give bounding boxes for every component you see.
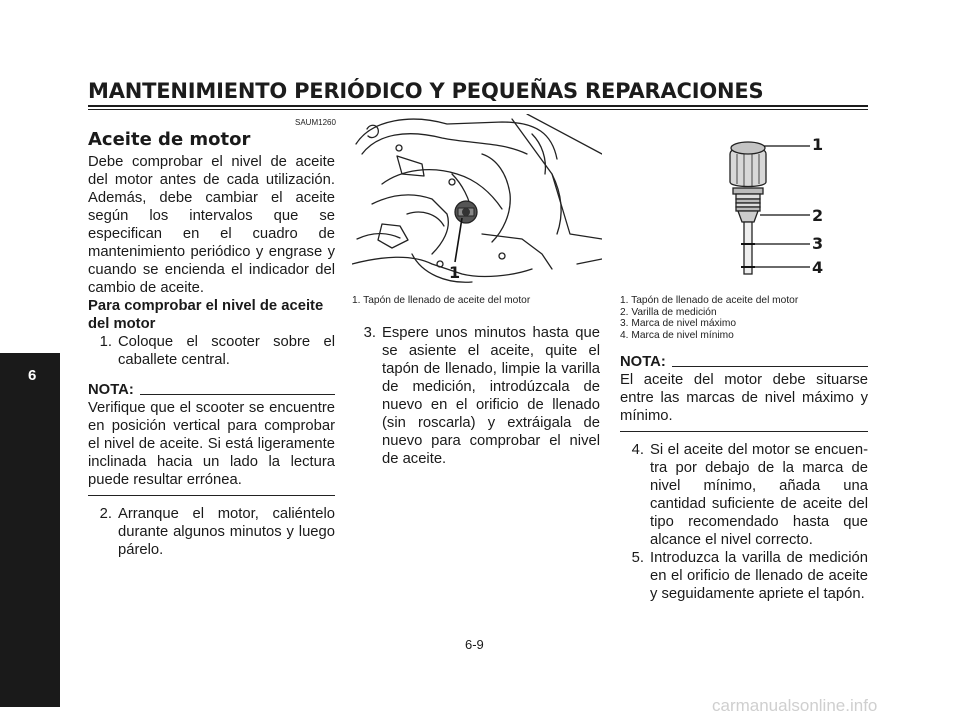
figure2-captions [620, 295, 870, 341]
oil-filler-cap-icon [455, 201, 477, 223]
chapter-number: 6 [28, 367, 37, 384]
figure1-caption: 1. Tapón de llenado de aceite del motor [352, 295, 531, 306]
dipstick-illustration [712, 136, 812, 281]
step-text: Si el aceite del motor se encuentra por debajo de la marca de nivel mínimo, añada una cantidad suficiente de aceite del tipo recomendado hasta que alcance el nivel correcto. [650, 442, 868, 548]
step-text: Espere unos minutos hasta que se asiente el aceite, quite el tapón de llenado, limpie la varilla de medición, introdúzcala de nuevo en el orificio de llenado (sin roscarla) y extráigala de nuevo para comprobar el nivel de aceite. [382, 325, 600, 467]
figure2-caption-1: 1. Tapón de llenado de aceite del motor [620, 295, 799, 306]
nota2-heading [620, 353, 868, 371]
left-column [88, 131, 335, 559]
figure1-callout: 1 [449, 263, 461, 282]
figure2-caption-3: 3. Marca de nivel máximo [620, 318, 737, 329]
nota2-label: NOTA: [620, 354, 666, 370]
nota-end-rule [88, 495, 335, 496]
section-title: Aceite de motor [88, 129, 251, 150]
section-code: SAUM1260 [295, 118, 336, 127]
header-rule-thin [88, 109, 868, 110]
page-number: 6-9 [465, 637, 484, 652]
step-text: Introduzca la varilla de medición en el orificio de llenado de aceite y seguidamente apriete el tapón. [650, 550, 868, 602]
page-header-title: MANTENIMIENTO PERIÓDICO Y PEQUEÑAS REPARACIONES [88, 79, 764, 103]
nota-rule [140, 394, 335, 395]
intro-paragraph: Debe comprobar el nivel de aceite del motor antes de cada utilización. Además, debe cambiar el aceite según los intervalos que se especifican en el cuadro de mantenimiento periódico y engrase y cuando se encienda el indicador del cambio de aceite. [88, 154, 335, 296]
step-text: Arranque el motor, caliéntelo durante algunos minutos y luego párelo. [118, 506, 335, 558]
engine-oil-filler-illustration [352, 114, 602, 289]
nota-text: Verifique que el scooter se encuentre en posición vertical para comprobar el nivel de aceite. Si está ligeramente inclinada hacia un lado la lectura puede resultar errónea. [88, 400, 335, 488]
step-number: 3. [363, 325, 376, 341]
middle-column [352, 324, 600, 468]
right-column [620, 353, 868, 603]
step-5 [620, 549, 868, 603]
chapter-side-tab [0, 353, 60, 707]
nota-heading [88, 381, 335, 399]
subsection-title: Para comprobar el nivel de aceite del motor [88, 298, 324, 332]
step-4 [620, 441, 868, 549]
callout-leader-line [455, 218, 462, 262]
step-1 [88, 333, 335, 369]
nota2-text: El aceite del motor debe situarse entre las marcas de nivel máximo y mínimo. [620, 372, 868, 424]
step-number: 5. [631, 550, 644, 566]
step-number: 4. [631, 442, 644, 458]
nota-label: NOTA: [88, 382, 134, 398]
figure2-caption-4: 4. Marca de nivel mínimo [620, 329, 734, 341]
nota2-end-rule [620, 431, 868, 432]
figure2-callout-3: 3 [812, 234, 824, 253]
watermark: carmanualsonline.info [712, 696, 878, 715]
header-rule [88, 105, 868, 107]
step-text: Coloque el scooter sobre el caballete central. [118, 334, 335, 368]
step-number: 2. [99, 506, 112, 522]
figure2-caption-2: 2. Varilla de medición [620, 306, 717, 318]
figure2-callout-2: 2 [812, 206, 824, 225]
figure2-callout-1: 1 [812, 135, 824, 154]
step-3 [352, 324, 600, 468]
step-number: 1. [99, 334, 112, 350]
step-2 [88, 505, 335, 559]
nota2-rule [672, 366, 868, 367]
figure2-callout-4: 4 [812, 258, 824, 277]
